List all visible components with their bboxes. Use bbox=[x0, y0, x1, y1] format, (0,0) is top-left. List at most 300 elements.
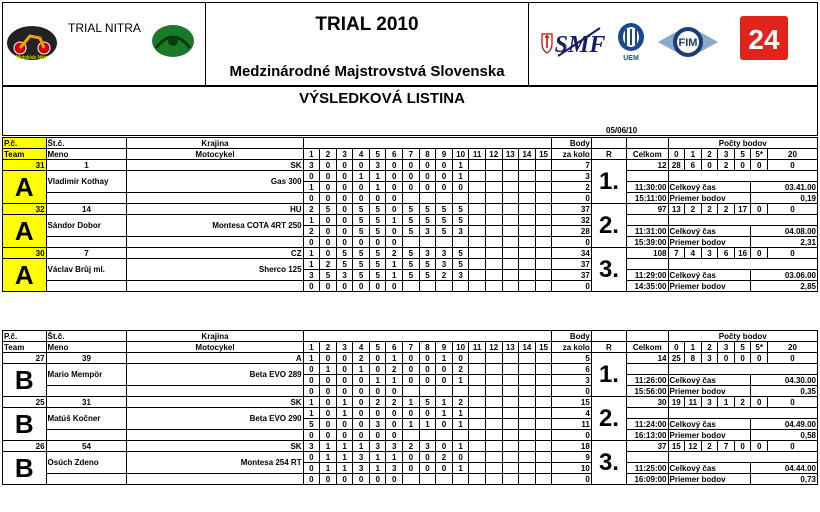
section-score: 3 bbox=[369, 160, 386, 171]
rider-lap-row bbox=[3, 353, 818, 364]
section-empty bbox=[502, 364, 519, 375]
rider-pc: 27 bbox=[3, 353, 47, 364]
section-empty bbox=[502, 259, 519, 270]
section-empty bbox=[519, 226, 536, 237]
header-row bbox=[3, 149, 818, 160]
count-value: 6 bbox=[685, 160, 702, 171]
section-score: 1 bbox=[452, 441, 469, 452]
rider-pc: 25 bbox=[3, 397, 47, 408]
section-score: 3 bbox=[452, 226, 469, 237]
section-empty bbox=[403, 193, 420, 204]
section-empty bbox=[485, 281, 502, 292]
rider-spacer bbox=[46, 386, 127, 397]
rider-total-points: 97 bbox=[627, 204, 668, 215]
section-empty bbox=[502, 281, 519, 292]
section-empty bbox=[485, 441, 502, 452]
section-empty bbox=[436, 474, 453, 485]
rider-spacer bbox=[127, 430, 303, 441]
col-body-header: Body bbox=[552, 331, 591, 342]
section-score: 0 bbox=[336, 430, 353, 441]
section-empty bbox=[469, 364, 486, 375]
col-team-header: Team bbox=[3, 342, 47, 353]
rider-country: SK bbox=[127, 160, 303, 171]
section-empty bbox=[419, 281, 436, 292]
section-score: 5 bbox=[353, 215, 370, 226]
section-empty bbox=[502, 182, 519, 193]
section-score: 5 bbox=[403, 226, 420, 237]
section-score: 2 bbox=[386, 397, 403, 408]
count-value: 0 bbox=[734, 353, 751, 364]
section-header: 11 bbox=[469, 149, 486, 160]
empty bbox=[668, 259, 817, 270]
section-score: 0 bbox=[369, 364, 386, 375]
section-score: 1 bbox=[336, 441, 353, 452]
section-header: 10 bbox=[452, 149, 469, 160]
section-score: 1 bbox=[303, 353, 320, 364]
section-score: 1 bbox=[336, 397, 353, 408]
lap-points: 0 bbox=[552, 474, 591, 485]
col-pocty-header: Počty bodov bbox=[668, 331, 817, 342]
section-empty bbox=[519, 248, 536, 259]
section-empty bbox=[535, 270, 552, 281]
section-score: 0 bbox=[403, 364, 420, 375]
section-score: 0 bbox=[336, 171, 353, 182]
section-empty bbox=[502, 226, 519, 237]
section-header: 2 bbox=[320, 149, 337, 160]
section-score: 0 bbox=[386, 386, 403, 397]
count-value: 16 bbox=[734, 248, 751, 259]
count-header: 0 bbox=[668, 342, 685, 353]
lap-points: 34 bbox=[552, 248, 591, 259]
section-score: 5 bbox=[353, 248, 370, 259]
section-score: 0 bbox=[320, 474, 337, 485]
rider-team: A bbox=[3, 171, 47, 204]
section-empty bbox=[519, 452, 536, 463]
section-score: 1 bbox=[452, 160, 469, 171]
section-score: 1 bbox=[419, 419, 436, 430]
section-empty bbox=[452, 386, 469, 397]
total-time-value: 03.41.00 bbox=[751, 182, 818, 193]
section-score: 5 bbox=[353, 270, 370, 281]
rider-name: Sándor Dobor bbox=[46, 215, 127, 237]
rider-team: A bbox=[3, 259, 47, 292]
col-spacer bbox=[591, 138, 626, 149]
section-empty bbox=[485, 237, 502, 248]
rider-name: Matúš Kočner bbox=[46, 408, 127, 430]
tv24-logo bbox=[740, 16, 788, 60]
rider-team: B bbox=[3, 364, 47, 397]
empty bbox=[668, 171, 817, 182]
section-score: 0 bbox=[419, 375, 436, 386]
section-score: 0 bbox=[353, 419, 370, 430]
lap-points: 0 bbox=[552, 193, 591, 204]
section-empty bbox=[502, 204, 519, 215]
section-header: 3 bbox=[336, 342, 353, 353]
section-score: 2 bbox=[386, 248, 403, 259]
section-empty bbox=[469, 215, 486, 226]
section-empty bbox=[519, 375, 536, 386]
section-score: 0 bbox=[436, 364, 453, 375]
section-empty bbox=[485, 353, 502, 364]
count-value: 0 bbox=[751, 397, 768, 408]
section-score: 0 bbox=[386, 171, 403, 182]
total-time-value: 04.08.00 bbox=[751, 226, 818, 237]
empty bbox=[668, 452, 817, 463]
section-empty bbox=[436, 430, 453, 441]
lap-points: 37 bbox=[552, 204, 591, 215]
rider-lap-row bbox=[3, 160, 818, 171]
col-pocty-header: Počty bodov bbox=[668, 138, 817, 149]
rider-lap-row bbox=[3, 204, 818, 215]
svg-text:SMF: SMF bbox=[554, 32, 606, 58]
section-empty bbox=[469, 226, 486, 237]
section-empty bbox=[535, 215, 552, 226]
finish-time: 14:35:00 bbox=[627, 281, 668, 292]
section-empty bbox=[535, 226, 552, 237]
total-time-label: Celkový čas bbox=[668, 182, 751, 193]
section-empty bbox=[519, 364, 536, 375]
rider-start-number: 14 bbox=[46, 204, 127, 215]
section-score: 0 bbox=[336, 281, 353, 292]
section-score: 0 bbox=[320, 215, 337, 226]
section-empty bbox=[535, 397, 552, 408]
section-empty bbox=[485, 193, 502, 204]
rider-pc: 32 bbox=[3, 204, 47, 215]
average-label: Priemer bodov bbox=[668, 237, 751, 248]
event-subtitle: Medzinárodné Majstrovstvá Slovenska bbox=[229, 63, 505, 80]
section-header: 15 bbox=[535, 149, 552, 160]
rider-country: CZ bbox=[127, 248, 303, 259]
rider-motorcycle: Montesa 254 RT bbox=[127, 452, 303, 474]
count-header: 1 bbox=[685, 342, 702, 353]
section-empty bbox=[485, 419, 502, 430]
rider-lap-row bbox=[3, 215, 818, 226]
section-score: 0 bbox=[303, 237, 320, 248]
rider-lap-row bbox=[3, 259, 818, 270]
section-empty bbox=[502, 408, 519, 419]
rider-motorcycle: Beta EVO 289 bbox=[127, 364, 303, 386]
count-value: 2 bbox=[701, 204, 718, 215]
section-score: 5 bbox=[452, 248, 469, 259]
section-score: 0 bbox=[353, 237, 370, 248]
lap-points: 28 bbox=[552, 226, 591, 237]
section-score: 5 bbox=[452, 215, 469, 226]
empty bbox=[668, 215, 817, 226]
section-empty bbox=[519, 419, 536, 430]
section-score: 0 bbox=[353, 193, 370, 204]
total-time-value: 03.06.00 bbox=[751, 270, 818, 281]
section-score: 0 bbox=[353, 408, 370, 419]
rider-name: Vladimír Kothay bbox=[46, 171, 127, 193]
section-score: 5 bbox=[369, 270, 386, 281]
rider-pc: 26 bbox=[3, 441, 47, 452]
count-value: 8 bbox=[685, 353, 702, 364]
count-header: 2 bbox=[701, 149, 718, 160]
section-score: 0 bbox=[320, 193, 337, 204]
section-header: 13 bbox=[502, 342, 519, 353]
section-empty bbox=[485, 171, 502, 182]
section-header: 9 bbox=[436, 342, 453, 353]
count-value: 1 bbox=[718, 397, 735, 408]
section-score: 0 bbox=[353, 375, 370, 386]
col-zakolo-header: za kolo bbox=[552, 149, 591, 160]
section-empty bbox=[502, 397, 519, 408]
rider-place: 2. bbox=[591, 204, 626, 248]
section-score: 0 bbox=[386, 226, 403, 237]
count-header: 5 bbox=[734, 149, 751, 160]
section-score: 0 bbox=[336, 375, 353, 386]
section-score: 3 bbox=[303, 441, 320, 452]
section-empty bbox=[469, 270, 486, 281]
col-meno-header: Meno bbox=[46, 342, 127, 353]
average-value: 0,19 bbox=[751, 193, 818, 204]
rider-spacer bbox=[127, 193, 303, 204]
empty bbox=[627, 171, 668, 182]
lap-points: 0 bbox=[552, 237, 591, 248]
section-score: 0 bbox=[353, 182, 370, 193]
rider-lap-row bbox=[3, 237, 818, 248]
section-score: 0 bbox=[452, 353, 469, 364]
svg-text:Motoklub Nitra: Motoklub Nitra bbox=[15, 55, 49, 61]
section-score: 5 bbox=[320, 204, 337, 215]
section-empty bbox=[485, 259, 502, 270]
total-time-label: Celkový čas bbox=[668, 375, 751, 386]
section-empty bbox=[452, 237, 469, 248]
rider-lap-row bbox=[3, 441, 818, 452]
svg-text:UEM: UEM bbox=[623, 55, 639, 62]
section-empty bbox=[519, 408, 536, 419]
lap-points: 10 bbox=[552, 463, 591, 474]
section-score: 0 bbox=[336, 182, 353, 193]
section-score: 1 bbox=[303, 259, 320, 270]
rider-spacer bbox=[127, 237, 303, 248]
event-title: TRIAL 2010 bbox=[315, 14, 419, 35]
fim-logo bbox=[656, 18, 720, 66]
section-score: 0 bbox=[353, 160, 370, 171]
section-empty bbox=[485, 408, 502, 419]
section-score: 1 bbox=[452, 375, 469, 386]
section-score: 2 bbox=[452, 364, 469, 375]
section-score: 0 bbox=[353, 397, 370, 408]
section-empty bbox=[519, 215, 536, 226]
section-header: 9 bbox=[436, 149, 453, 160]
section-empty bbox=[485, 226, 502, 237]
section-score: 5 bbox=[353, 226, 370, 237]
section-score: 5 bbox=[419, 397, 436, 408]
section-empty bbox=[535, 408, 552, 419]
header-row bbox=[3, 331, 818, 342]
section-score: 1 bbox=[369, 375, 386, 386]
section-score: 1 bbox=[320, 452, 337, 463]
header-row bbox=[3, 138, 818, 149]
average-label: Priemer bodov bbox=[668, 281, 751, 292]
results-group-b bbox=[2, 330, 818, 485]
section-score: 0 bbox=[303, 386, 320, 397]
section-empty bbox=[485, 386, 502, 397]
club-emblem bbox=[150, 22, 196, 60]
section-header: 13 bbox=[502, 149, 519, 160]
section-score: 0 bbox=[303, 171, 320, 182]
lap-points: 32 bbox=[552, 215, 591, 226]
section-score: 0 bbox=[386, 193, 403, 204]
average-label: Priemer bodov bbox=[668, 386, 751, 397]
finish-time: 16:13:00 bbox=[627, 430, 668, 441]
section-empty bbox=[419, 386, 436, 397]
section-score: 1 bbox=[303, 248, 320, 259]
count-header: 20 bbox=[767, 149, 817, 160]
section-score: 0 bbox=[336, 226, 353, 237]
start-time: 11:29:00 bbox=[627, 270, 668, 281]
club-logo bbox=[6, 24, 58, 62]
count-value: 0 bbox=[767, 248, 817, 259]
col-r-header: R bbox=[591, 149, 626, 160]
section-empty bbox=[535, 419, 552, 430]
section-score: 0 bbox=[303, 375, 320, 386]
empty bbox=[627, 364, 668, 375]
finish-time: 15:56:00 bbox=[627, 386, 668, 397]
section-score: 0 bbox=[320, 353, 337, 364]
rider-country: SK bbox=[127, 441, 303, 452]
section-score: 5 bbox=[336, 259, 353, 270]
count-header: 5 bbox=[734, 342, 751, 353]
section-empty bbox=[502, 237, 519, 248]
section-score: 5 bbox=[403, 215, 420, 226]
section-empty bbox=[502, 270, 519, 281]
section-score: 0 bbox=[386, 204, 403, 215]
count-header: 0 bbox=[668, 149, 685, 160]
count-value: 2 bbox=[685, 204, 702, 215]
average-value: 0,35 bbox=[751, 386, 818, 397]
section-score: 3 bbox=[353, 463, 370, 474]
section-score: 0 bbox=[303, 281, 320, 292]
section-score: 0 bbox=[419, 160, 436, 171]
section-score: 1 bbox=[452, 463, 469, 474]
rider-spacer bbox=[46, 281, 127, 292]
section-score: 0 bbox=[303, 463, 320, 474]
count-value: 0 bbox=[751, 441, 768, 452]
section-empty bbox=[436, 386, 453, 397]
section-empty bbox=[469, 237, 486, 248]
section-empty bbox=[502, 193, 519, 204]
count-value: 0 bbox=[767, 204, 817, 215]
section-empty bbox=[502, 353, 519, 364]
section-empty bbox=[519, 193, 536, 204]
start-time: 11:25:00 bbox=[627, 463, 668, 474]
section-empty bbox=[469, 386, 486, 397]
section-score: 1 bbox=[303, 182, 320, 193]
results-group-a bbox=[2, 137, 818, 292]
empty bbox=[627, 259, 668, 270]
section-score: 1 bbox=[369, 452, 386, 463]
section-score: 0 bbox=[320, 281, 337, 292]
section-score: 5 bbox=[369, 259, 386, 270]
section-score: 0 bbox=[436, 182, 453, 193]
lap-points: 37 bbox=[552, 270, 591, 281]
average-label: Priemer bodov bbox=[668, 430, 751, 441]
finish-time: 16:09:00 bbox=[627, 474, 668, 485]
lap-points: 4 bbox=[552, 408, 591, 419]
section-header: 8 bbox=[419, 342, 436, 353]
rider-place: 3. bbox=[591, 441, 626, 485]
section-score: 1 bbox=[386, 259, 403, 270]
total-time-value: 04.30.00 bbox=[751, 375, 818, 386]
section-score: 1 bbox=[436, 408, 453, 419]
lap-points: 3 bbox=[552, 375, 591, 386]
count-value: 0 bbox=[701, 160, 718, 171]
lap-points: 0 bbox=[552, 386, 591, 397]
section-score: 0 bbox=[403, 452, 420, 463]
section-empty bbox=[485, 160, 502, 171]
section-empty bbox=[519, 474, 536, 485]
section-header: 12 bbox=[485, 342, 502, 353]
count-header: 3 bbox=[718, 342, 735, 353]
section-score: 2 bbox=[303, 204, 320, 215]
section-score: 0 bbox=[369, 237, 386, 248]
section-score: 1 bbox=[436, 397, 453, 408]
section-empty bbox=[485, 463, 502, 474]
section-score: 0 bbox=[336, 474, 353, 485]
section-score: 5 bbox=[403, 259, 420, 270]
lap-points: 2 bbox=[552, 182, 591, 193]
col-team-header: Team bbox=[3, 149, 47, 160]
section-empty bbox=[535, 204, 552, 215]
section-score: 0 bbox=[436, 171, 453, 182]
count-value: 0 bbox=[751, 248, 768, 259]
section-score: 0 bbox=[320, 248, 337, 259]
rider-lap-row bbox=[3, 171, 818, 182]
section-score: 3 bbox=[436, 259, 453, 270]
section-score: 1 bbox=[386, 270, 403, 281]
start-time: 11:26:00 bbox=[627, 375, 668, 386]
section-empty bbox=[485, 452, 502, 463]
section-score: 3 bbox=[452, 270, 469, 281]
rider-country: HU bbox=[127, 204, 303, 215]
section-score: 1 bbox=[303, 215, 320, 226]
count-value: 25 bbox=[668, 353, 685, 364]
section-empty bbox=[502, 419, 519, 430]
empty bbox=[627, 215, 668, 226]
section-empty bbox=[452, 430, 469, 441]
count-value: 0 bbox=[734, 441, 751, 452]
count-value: 0 bbox=[767, 353, 817, 364]
section-empty bbox=[535, 281, 552, 292]
section-score: 1 bbox=[452, 419, 469, 430]
section-score: 0 bbox=[353, 386, 370, 397]
rider-spacer bbox=[46, 474, 127, 485]
rider-place: 3. bbox=[591, 248, 626, 292]
section-empty bbox=[519, 259, 536, 270]
section-score: 0 bbox=[303, 364, 320, 375]
section-empty bbox=[535, 386, 552, 397]
section-score: 3 bbox=[303, 270, 320, 281]
section-empty bbox=[403, 430, 420, 441]
section-empty bbox=[535, 193, 552, 204]
section-score: 5 bbox=[336, 248, 353, 259]
total-time-value: 04.44.00 bbox=[751, 463, 818, 474]
rider-spacer bbox=[46, 430, 127, 441]
section-score: 0 bbox=[320, 397, 337, 408]
rider-motorcycle: Gas 300 bbox=[127, 171, 303, 193]
section-empty bbox=[502, 160, 519, 171]
count-value: 0 bbox=[734, 160, 751, 171]
section-score: 1 bbox=[369, 182, 386, 193]
section-empty bbox=[436, 281, 453, 292]
rider-lap-row bbox=[3, 281, 818, 292]
section-score: 5 bbox=[369, 248, 386, 259]
col-stc-header: Št.č. bbox=[46, 138, 127, 149]
col-celkom-header: Celkom bbox=[627, 149, 668, 160]
section-empty bbox=[535, 160, 552, 171]
